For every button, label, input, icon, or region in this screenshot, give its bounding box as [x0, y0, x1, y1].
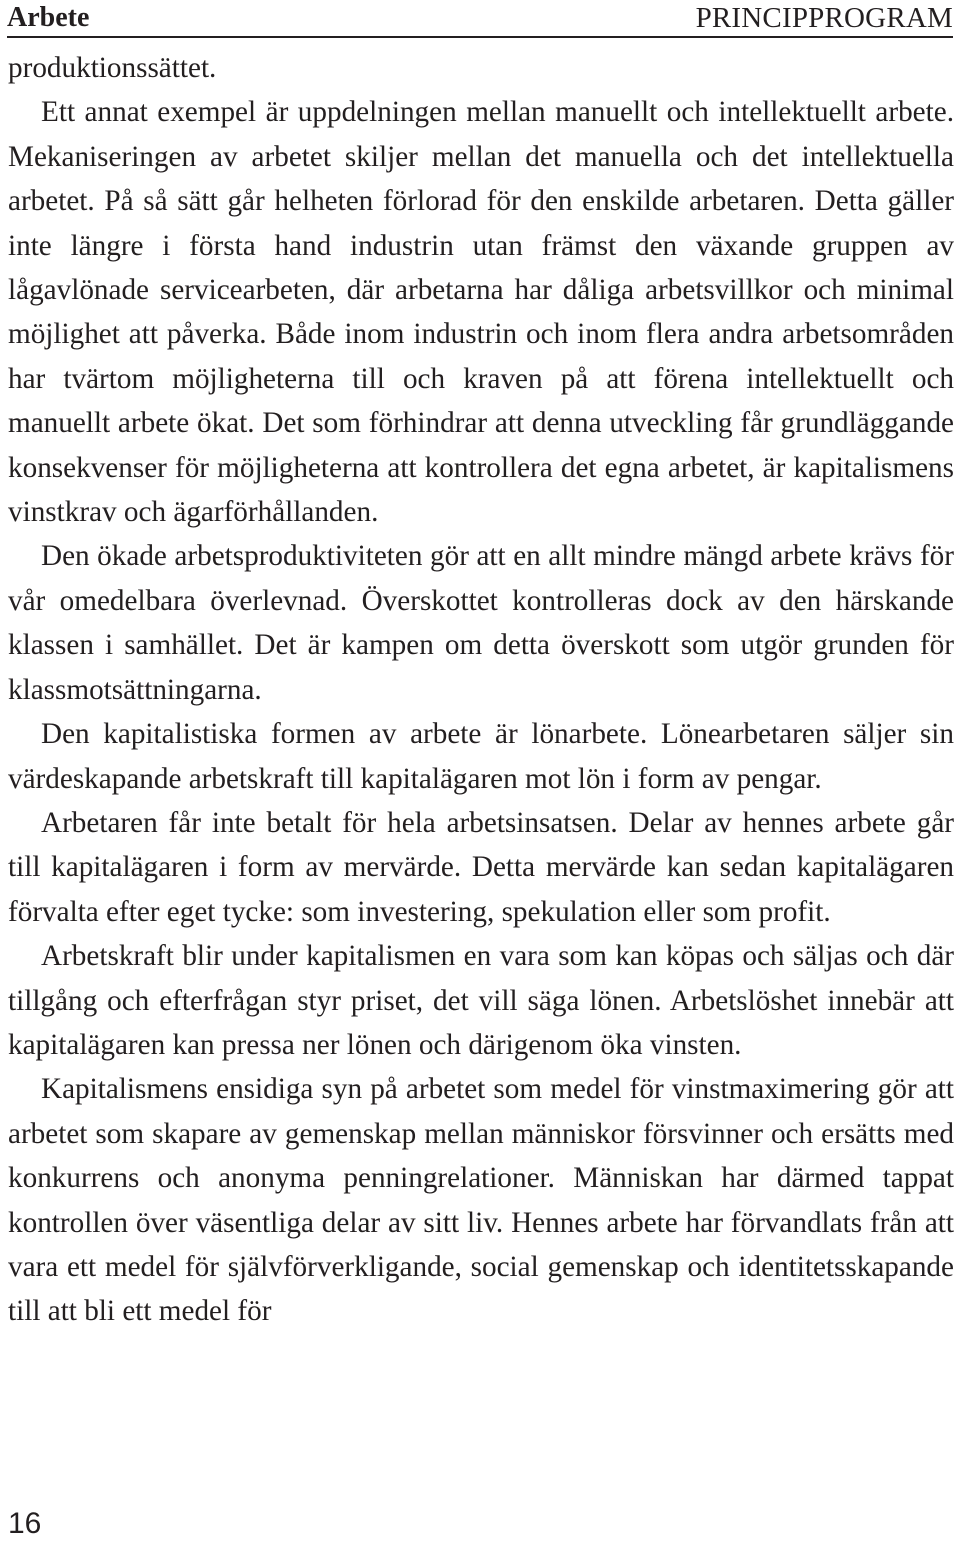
running-header — [7, 0, 953, 38]
paragraph: Ett annat exempel är uppdelningen mellan manuellt och intellektuellt arbete. Mekaniseringen av arbetet skiljer mellan det manuella och det intellektuella arbetet. På så sätt går helheten förlorad för den enskilde arbetaren. Detta gäller inte längre i första hand industrin utan främst den växande gruppen av lågavlönade servicearbeten, där arbetarna har dåliga arbetsvillkor och minimal möjlighet att påverka. Både inom industrin och inom flera andra arbetsområden har tvärtom möjligheterna till och kraven på att förena intellektuellt och manuellt arbete ökat. Det som förhindrar att denna utveckling får grundläggande konsekvenser för möjligheterna att kontrollera det egna arbetet, är kapitalismens vinstkrav och ägarförhållanden. — [8, 96, 954, 529]
paragraph: Den kapitalistiska formen av arbete är lönarbete. Lönearbetaren säljer sin värdeskapande arbetskraft till kapitalägaren mot lön i form av pengar. — [8, 718, 954, 795]
page-number: 16 — [8, 1507, 42, 1540]
body-text — [8, 46, 954, 1334]
paragraph: Den ökade arbetsproduktiviteten gör att en allt mindre mängd arbete krävs för vår omedelbara överlevnad. Överskottet kontrolleras dock av den härskande klassen i samhället. Det är kampen om detta överskott som utgör grunden för klassmotsättningarna. — [8, 540, 954, 706]
paragraph: Arbetaren får inte betalt för hela arbetsinsatsen. Delar av hennes arbete går till kapitalägaren i form av mervärde. Detta mervärde kan sedan kapitalägaren förvalta efter eget tycke: som investering, spekulation eller som profit. — [8, 806, 954, 928]
paragraph-continued: produktionssättet. — [8, 52, 217, 84]
document-title: PRINCIPPROGRAM — [695, 2, 953, 34]
paragraph: Arbetskraft blir under kapitalismen en vara som kan köpas och säljas och där tillgång och efterfrågan styr priset, det vill säga lönen. Arbetslöshet innebär att kapitalägaren kan pressa ner lönen och därigenom öka vinsten. — [8, 940, 954, 1061]
paragraph: Kapitalismens ensidiga syn på arbetet som medel för vinstmaximering gör att arbetet som skapare av gemenskap mellan människor försvinner och ersätts med konkurrens och anonyma penningrelationer. Människan har därmed tappat kontrollen över väsentliga delar av sitt liv. Hennes arbete har förvandlats från att vara ett medel för självförverkligande, social gemenskap och identitetsskapande till att bli ett medel för — [8, 1073, 954, 1328]
section-title: Arbete — [7, 2, 90, 33]
